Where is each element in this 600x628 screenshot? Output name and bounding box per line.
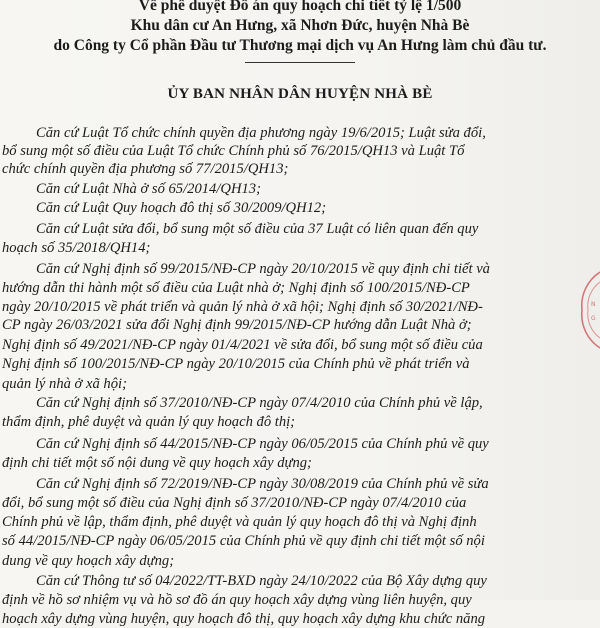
body-line: Căn cứ Luật Tổ chức chính quyền địa phương ngày 19/6/2015; Luật sửa đổi,: [36, 125, 486, 141]
body-line: Nghị định số 49/2021/NĐ-CP ngày 01/4/2021 về sửa đổi, bổ sung một số điều của: [2, 337, 483, 353]
svg-text:N: N: [591, 301, 596, 308]
body-line: đổi, bổ sung một số điều của Nghị định số 37/2010/NĐ-CP ngày 07/4/2010 của: [2, 495, 467, 511]
header-divider: [245, 62, 355, 63]
body-line: thẩm định, phê duyệt và quản lý quy hoạch đô thị;: [2, 414, 296, 430]
header-line-1: Về phê duyệt Đồ án quy hoạch chi tiết tỷ lệ 1/500: [138, 0, 462, 14]
body-line: hoạch xây dựng vùng huyện, quy hoạch đô thị, quy hoạch xây dựng khu chức năng: [2, 611, 486, 627]
body-line: số 44/2015/NĐ-CP ngày 06/05/2015 của Chính phủ về quy định chi tiết một số nội: [2, 533, 485, 549]
body-line: Căn cứ Luật Quy hoạch đô thị số 30/2009/QH12;: [36, 200, 327, 216]
body-line: Căn cứ Luật sửa đổi, bổ sung một số điều của 37 Luật có liên quan đến quy: [36, 221, 479, 237]
body-line: Căn cứ Luật Nhà ở số 65/2014/QH13;: [36, 181, 261, 197]
body-line: dung về quy hoạch xây dựng;: [2, 553, 175, 569]
body-line: Căn cứ Nghị định số 99/2015/NĐ-CP ngày 20/10/2015 về quy định chi tiết và: [36, 261, 490, 277]
svg-text:G: G: [591, 315, 596, 322]
body-line: quản lý nhà ở xã hội;: [2, 376, 127, 392]
body-line: định chi tiết một số nội dung về quy hoạch xây dựng;: [2, 455, 312, 471]
body-line: CP ngày 26/03/2021 sửa đổi Nghị định 99/2015/NĐ-CP hướng dẫn Luật Nhà ở;: [2, 317, 472, 333]
body-line: chức chính quyền địa phương số 77/2015/QH13;: [2, 161, 289, 177]
body-line: hoạch số 35/2018/QH14;: [2, 240, 151, 256]
body-line: Căn cứ Nghị định số 72/2019/NĐ-CP ngày 30/08/2019 của Chính phủ về sửa: [36, 476, 489, 492]
body-line: Chính phủ về lập, thẩm định, phê duyệt và quản lý quy hoạch đô thị và Nghị định: [2, 514, 477, 530]
body-line: Căn cứ Nghị định số 44/2015/NĐ-CP ngày 06/05/2015 của Chính phủ về quy: [36, 436, 489, 452]
body-line: hướng dẫn thi hành một số điều của Luật nhà ở; Nghị định số 100/2015/NĐ-CP: [2, 280, 470, 296]
header-line-2: Khu dân cư An Hưng, xã Nhơn Đức, huyện Nhà Bè: [130, 17, 470, 34]
body-line: Căn cứ Nghị định số 37/2010/NĐ-CP ngày 07/4/2010 của Chính phủ về lập,: [36, 395, 483, 411]
body-line: định về hồ sơ nhiệm vụ và hồ sơ đồ án quy hoạch xây dựng vùng liên huyện, quy: [2, 592, 472, 608]
red-stamp-edge-icon: [578, 270, 600, 350]
body-line: bổ sung một số điều của Luật Tổ chức Chính phủ số 76/2015/QH13 và Luật Tổ: [2, 143, 465, 159]
body-line: ngày 20/10/2015 về phát triển và quản lý nhà ở xã hội; Nghị định số 30/2021/NĐ-: [2, 299, 483, 315]
issuing-authority: ỦY BAN NHÂN DÂN HUYỆN NHÀ BÈ: [167, 86, 433, 102]
body-line: Nghị định số 100/2015/NĐ-CP ngày 20/10/2015 của Chính phủ về phát triển và: [2, 356, 470, 372]
header-line-3: do Công ty Cổ phần Đầu tư Thương mại dịch vụ An Hưng làm chủ đầu tư.: [53, 37, 547, 54]
body-line: Căn cứ Thông tư số 04/2022/TT-BXD ngày 24/10/2022 của Bộ Xây dựng quy: [36, 573, 487, 589]
